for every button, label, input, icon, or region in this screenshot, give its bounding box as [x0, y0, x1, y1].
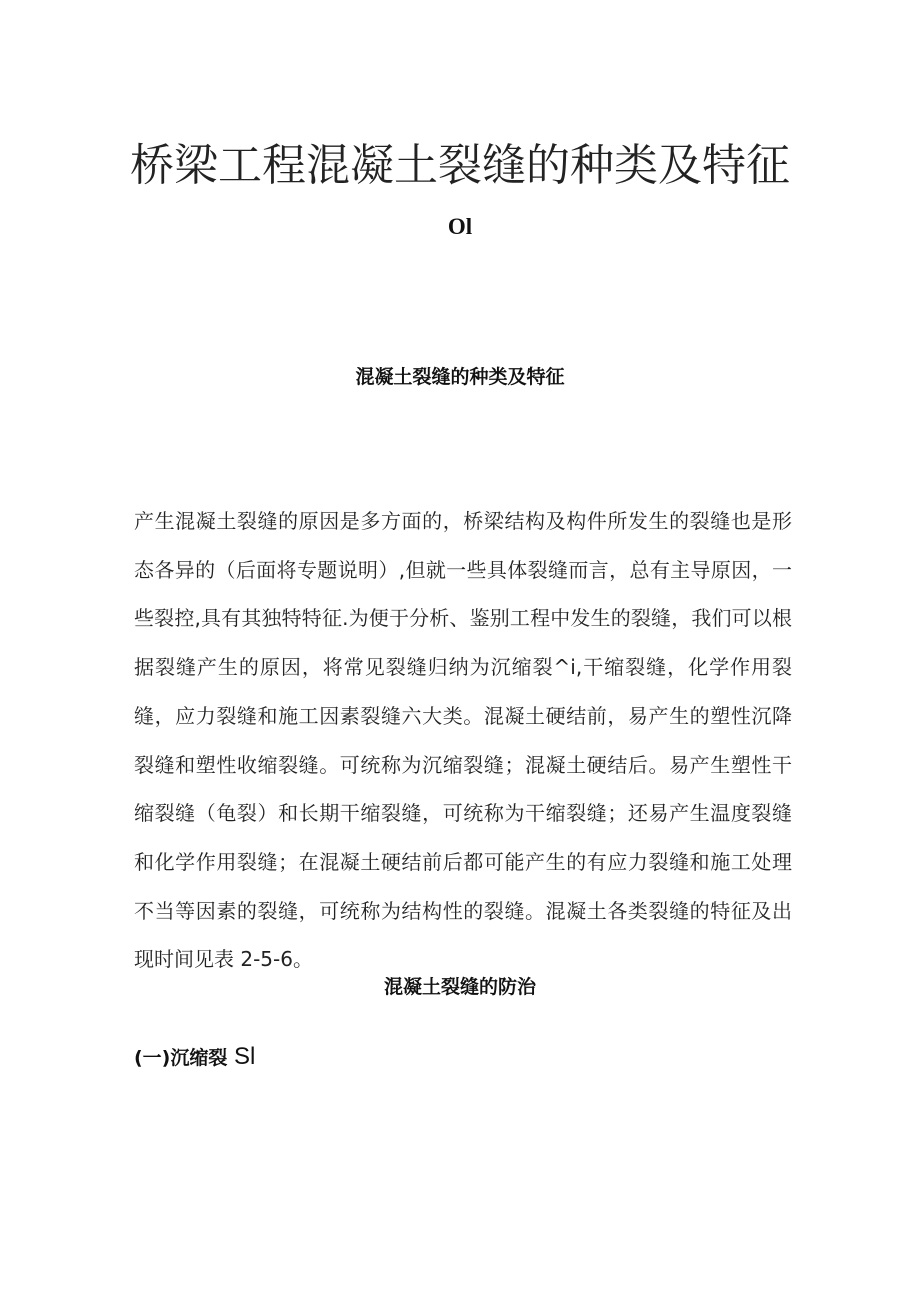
body-paragraph: 产生混凝土裂缝的原因是多方面的，桥梁结构及构件所发生的裂缝也是形态各异的（后面将专题说明）,但就一些具体裂缝而言，总有主导原因，一些裂控,具有其独特特征.为便于分析、鉴别工程中发生的裂缝，我们可以根据裂缝产生的原因，将常见裂缝归纳为沉缩裂^i,干缩裂缝，化学作用裂缝，应力裂缝和施工因素裂缝六大类。混凝土硬结前，易产生的塑性沉降裂缝和塑性收缩裂缝。可统称为沉缩裂缝；混凝土硬结后。易产生塑性干缩裂缝（龟裂）和长期干缩裂缝，可统称为干缩裂缝；还易产生温度裂缝和化学作用裂缝；在混凝土硬结前后都可能产生的有应力裂缝和施工处理不当等因素的裂缝，可统称为结构性的裂缝。混凝土各类裂缝的特征及出现时间见表 2-5-6。 [134, 509, 792, 972]
section-heading-types: 混凝土裂缝的种类及特征 [355, 366, 565, 388]
document-subtitle: Ol [447, 214, 473, 239]
document-title: 桥梁工程混凝土裂缝的种类及特征 [130, 140, 790, 191]
subsection-label: (一)沉缩裂 [134, 1047, 228, 1069]
subsection-heading-settlement [134, 1041, 255, 1074]
section-heading-prevention: 混凝土裂缝的防治 [383, 976, 536, 998]
subsection-suffix: Sl [234, 1043, 256, 1070]
